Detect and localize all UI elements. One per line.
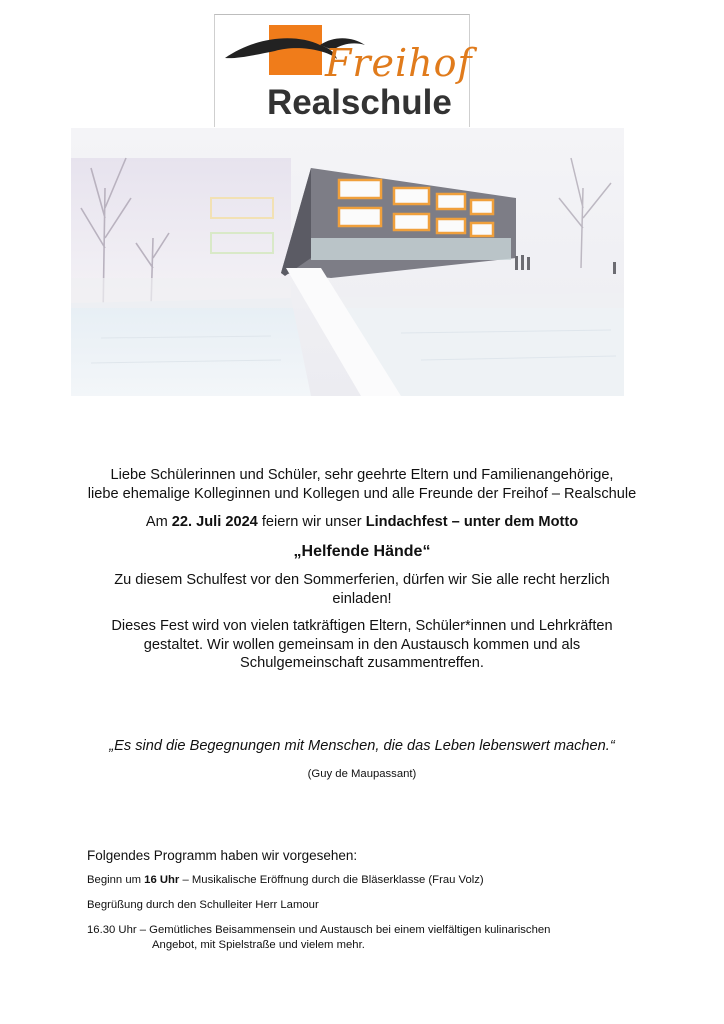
school-logo: [214, 14, 473, 127]
logo-brand-text: Freihof: [325, 41, 473, 85]
program-item-2: Begrüßung durch den Schulleiter Herr Lamour: [87, 899, 319, 911]
program-item-3-line-2: Angebot, mit Spielstraße und vielem mehr.: [152, 938, 365, 951]
invitation-line-2: einladen!: [332, 590, 392, 607]
description-paragraph: [0, 617, 724, 673]
quote-author: (Guy de Maupassant): [307, 768, 417, 780]
program-item-3: [87, 923, 550, 952]
greeting-paragraph: [0, 466, 724, 503]
program-item-1-time: 16 Uhr: [144, 874, 180, 886]
invitation-paragraph: [0, 571, 724, 608]
program-item-1: [87, 873, 484, 888]
event-prefix: Am: [145, 514, 168, 530]
event-date: 22. Juli 2024: [171, 514, 258, 530]
program-item-3-line-1: 16.30 Uhr – Gemütliches Beisammensein und Austausch bei einem vielfältigen kulinarischen: [87, 924, 551, 936]
description-line-3: Schulgemeinschaft zusammentreffen.: [240, 655, 484, 671]
event-fest-name: Lindachfest – unter dem Motto: [365, 514, 579, 530]
school-building-rendering: [71, 128, 624, 396]
greeting-line-2: liebe ehemalige Kolleginnen und Kollegen und alle Freunde der Freihof – Realschule: [87, 485, 637, 502]
event-motto: „Helfende Hände“: [293, 543, 431, 560]
invitation-line-1: Zu diesem Schulfest vor den Sommerferien, dürfen wir Sie alle recht herzlich: [114, 572, 610, 588]
description-line-1: Dieses Fest wird von vielen tatkräftigen Eltern, Schüler*innen und Lehrkräften: [111, 618, 613, 634]
description-line-2: gestaltet. Wir wollen gemeinsam in den Austausch kommen und als: [143, 636, 581, 653]
program-heading: Folgendes Programm haben wir vorgesehen:: [87, 848, 358, 863]
program-item-1-text: – Musikalische Eröffnung durch die Bläserklasse (Frau Volz): [182, 874, 484, 886]
quote-text: „Es sind die Begegnungen mit Menschen, die das Leben lebenswert machen.“: [109, 738, 615, 754]
program-item-1-prefix: Beginn um: [87, 874, 142, 886]
greeting-line-1: Liebe Schülerinnen und Schüler, sehr geehrte Eltern und Familienangehörige,: [110, 467, 614, 483]
event-date-line: [0, 514, 724, 530]
event-middle: feiern wir unser: [261, 514, 362, 530]
logo-school-text: Realschule: [267, 83, 452, 122]
